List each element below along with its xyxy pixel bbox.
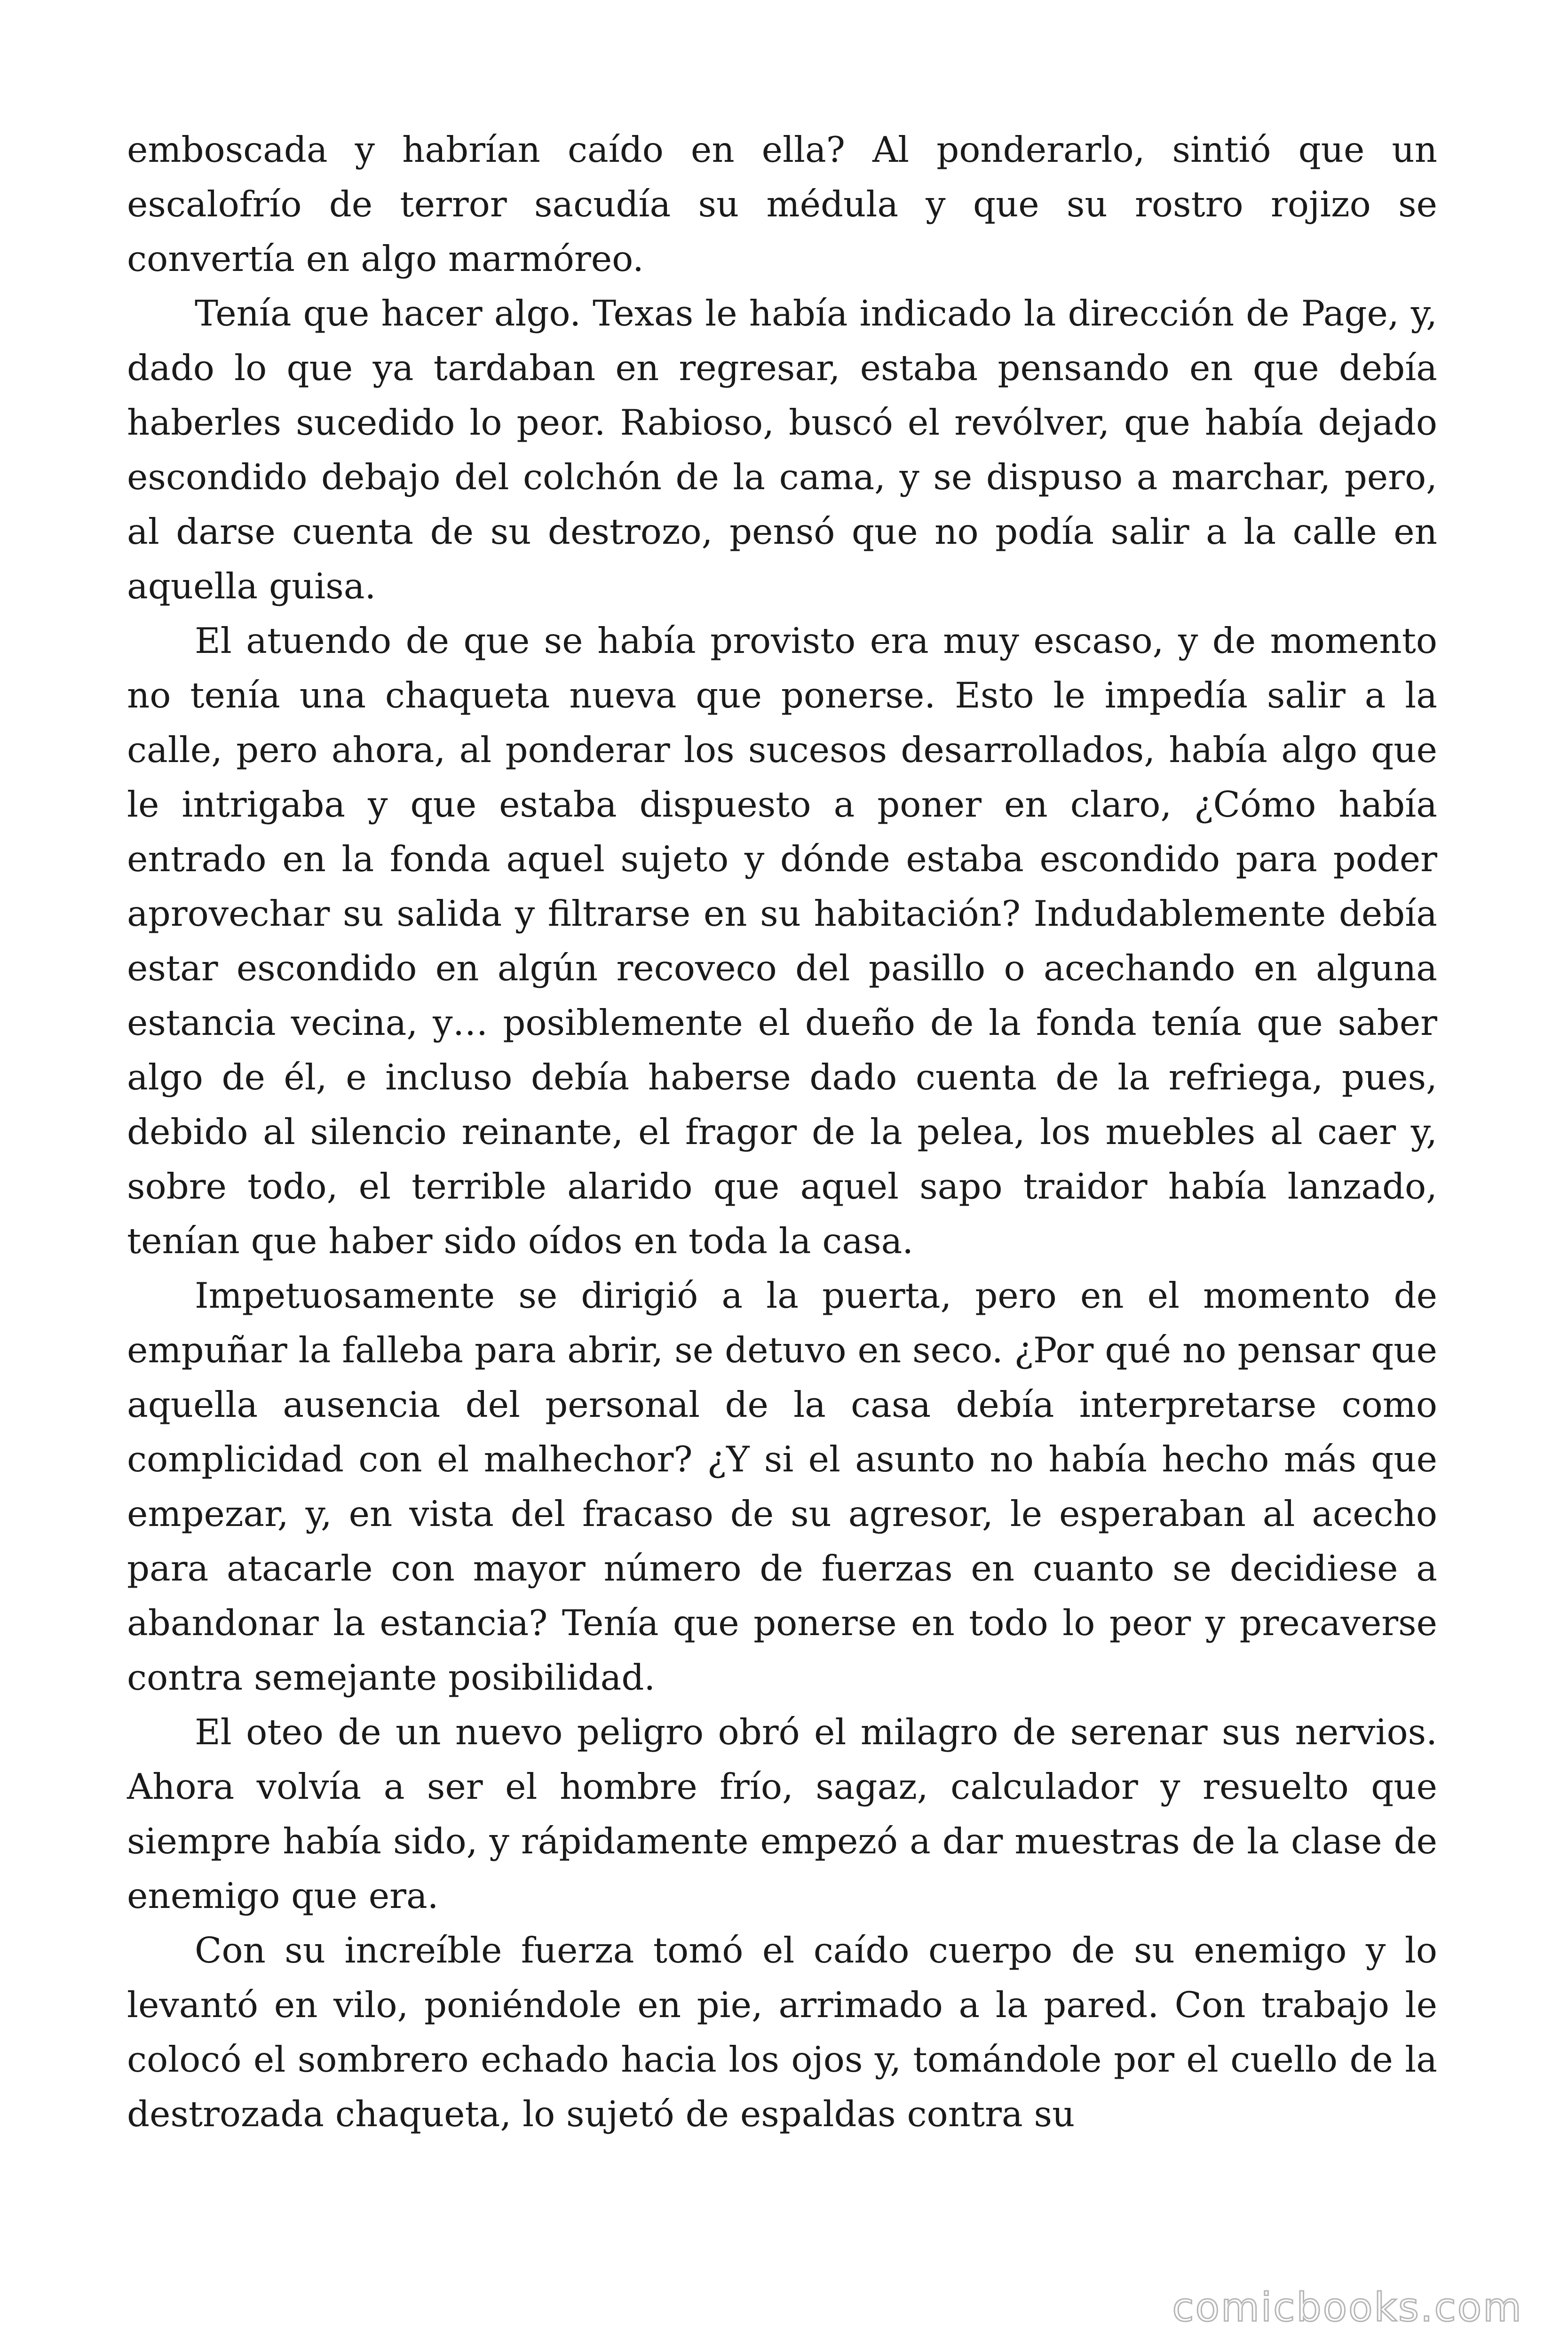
paragraph-6: Con su increíble fuerza tomó el caído cuerpo de su enemigo y lo levantó en vilo, poniéndole en pie, arrimado a la pared. Con trabajo le colocó el sombrero echado hacia los ojos y, tomándole por el cuello de la destrozada chaqueta, lo sujetó de espaldas contra su <box>127 1930 1437 2135</box>
paragraph-2: Tenía que hacer algo. Texas le había indicado la dirección de Page, y, dado lo que ya tardaban en regresar, estaba pensando en que debía haberles sucedido lo peor. Rabioso, buscó el revólver, que había dejado escondido debajo del colchón de la cama, y se dispuso a marchar, pero, al darse cuenta de su destrozo, pensó que no podía salir a la calle en aquella guisa. <box>127 293 1437 607</box>
paragraph-1: emboscada y habrían caído en ella? Al ponderarlo, sintió que un escalofrío de terror sacudía su médula y que su rostro rojizo se convertía en algo marmóreo. <box>127 129 1437 279</box>
paragraph-4: Impetuosamente se dirigió a la puerta, pero en el momento de empuñar la falleba para abrir, se detuvo en seco. ¿Por qué no pensar que aquella ausencia del personal de la casa debía interpretarse como complicidad con el malhechor? ¿Y si el asunto no había hecho más que empezar, y, en vista del fracaso de su agresor, le esperaban al acecho para atacarle con mayor número de fuerzas en cuanto se decidiese a abandonar la estancia? Tenía que ponerse en todo lo peor y precaverse contra semejante posibilidad. <box>127 1275 1437 1698</box>
page-body <box>127 122 1437 2141</box>
watermark: comicbooks.com <box>1172 2284 1523 2330</box>
paragraph-3: El atuendo de que se había provisto era muy escaso, y de momento no tenía una chaqueta nueva que ponerse. Esto le impedía salir a la calle, pero ahora, al ponderar los sucesos desarrollados, había algo que le intrigaba y que estaba dispuesto a poner en claro, ¿Cómo había entrado en la fonda aquel sujeto y dónde estaba escondido para poder aprovechar su salida y filtrarse en su habitación? Indudablemente debía estar escondido en algún recoveco del pasillo o acechando en alguna estancia vecina, y… posiblemente el dueño de la fonda tenía que saber algo de él, e incluso debía haberse dado cuenta de la refriega, pues, debido al silencio reinante, el fragor de la pelea, los muebles al caer y, sobre todo, el terrible alarido que aquel sapo traidor había lanzado, tenían que haber sido oídos en toda la casa. <box>127 620 1437 1262</box>
paragraph-5: El oteo de un nuevo peligro obró el milagro de serenar sus nervios. Ahora volvía a ser el hombre frío, sagaz, calculador y resuelto que siempre había sido, y rápidamente empezó a dar muestras de la clase de enemigo que era. <box>127 1711 1437 1916</box>
